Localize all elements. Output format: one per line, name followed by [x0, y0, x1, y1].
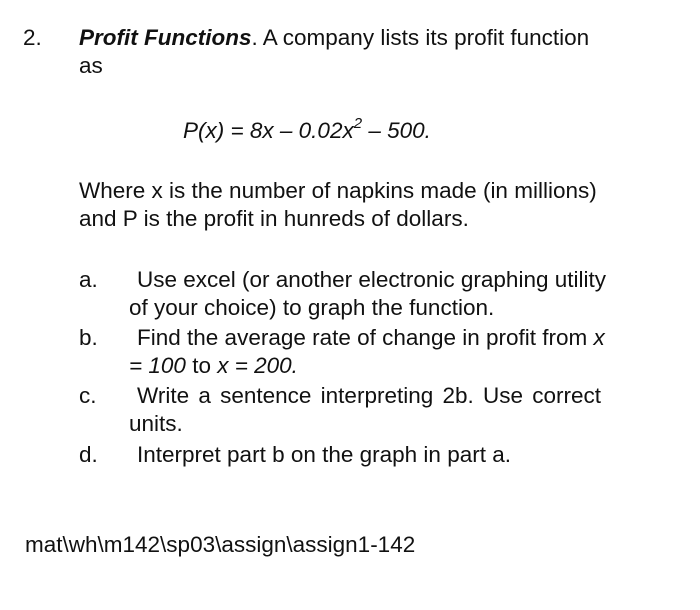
part-b-line1-text: Find the average rate of change in profit from — [137, 325, 588, 350]
part-a-label: a. — [79, 267, 98, 292]
part-c-line1: Write a sentence interpreting 2b. Use correct — [137, 383, 602, 408]
problem-intro: . A company lists its profit function — [251, 25, 590, 50]
part-a-line2: of your choice) to graph the function. — [129, 295, 495, 320]
part-b-line1 — [137, 323, 605, 352]
part-b-line2 — [129, 351, 298, 380]
description-line2: and P is the profit in hunreds of dollars. — [79, 206, 469, 231]
part-b-line2-start: = 100 — [129, 353, 186, 378]
footer-file-path: mat\wh\m142\sp03\assign\assign1-142 — [25, 532, 416, 557]
part-b-line2-mid: to — [185, 353, 218, 378]
part-c-line2: units. — [129, 411, 183, 436]
profit-formula — [183, 116, 431, 145]
problem-heading — [79, 23, 589, 52]
part-d-line1: Interpret part b on the graph in part a. — [137, 442, 511, 467]
problem-intro-line2: as — [79, 53, 103, 78]
part-d-label: d. — [79, 442, 98, 467]
part-b-label: b. — [79, 325, 98, 350]
part-b-line2-end: x = 200. — [217, 353, 298, 378]
part-a-line1: Use excel (or another electronic graphing utility — [137, 267, 606, 292]
formula-rhs: – 500. — [362, 118, 431, 143]
problem-title: Profit Functions — [79, 25, 252, 50]
description-line1: Where x is the number of napkins made (in millions) — [79, 178, 597, 203]
part-c-label: c. — [79, 383, 97, 408]
formula-lhs: P(x) = 8x – 0.02x — [183, 118, 354, 143]
formula-exponent: 2 — [353, 114, 363, 132]
problem-number: 2. — [23, 25, 42, 50]
part-b-line1-var: x — [593, 325, 605, 350]
